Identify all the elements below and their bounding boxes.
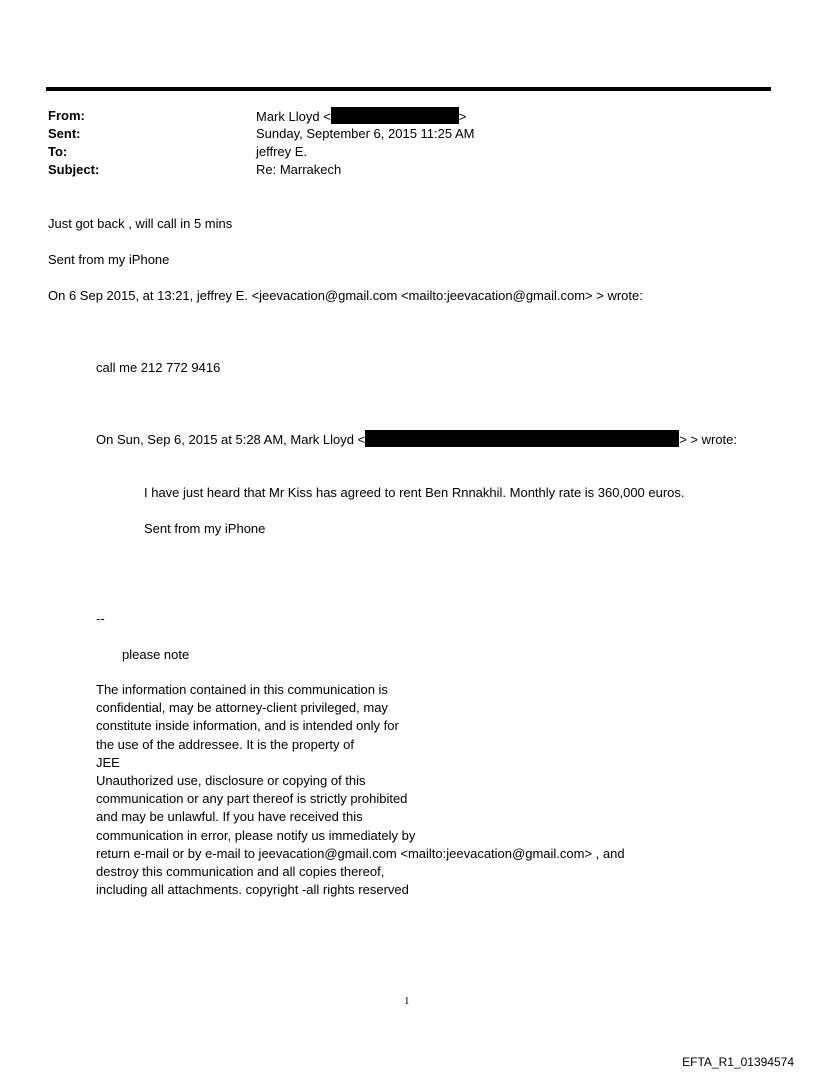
quoted-header-1: On 6 Sep 2015, at 13:21, jeffrey E. <jeevacation@gmail.com <mailto:jeevacation@gmail.com> > wrote: bbox=[48, 288, 643, 303]
please-note: please note bbox=[122, 647, 190, 662]
disclaimer-line: return e-mail or by e-mail to jeevacation@gmail.com <mailto:jeevacation@gmail.com> , and bbox=[96, 845, 625, 861]
quoted-header-2 bbox=[96, 430, 737, 449]
sent-label: Sent: bbox=[48, 126, 81, 141]
to-label: To: bbox=[48, 144, 68, 159]
body-line-1: Just got back , will call in 5 mins bbox=[48, 216, 233, 231]
disclaimer-line: Unauthorized use, disclosure or copying of this bbox=[96, 773, 366, 789]
to-value: jeffrey E. bbox=[256, 144, 308, 159]
disclaimer-line: destroy this communication and all copies thereof, bbox=[96, 864, 385, 880]
from-value bbox=[256, 107, 466, 126]
bates-number: EFTA_R1_01394574 bbox=[682, 1055, 794, 1069]
body-line-2: Sent from my iPhone bbox=[48, 252, 170, 267]
disclaimer-line: including all attachments. copyright -all rights reserved bbox=[96, 882, 409, 898]
quoted-signature: Sent from my iPhone bbox=[144, 521, 266, 536]
redaction-box bbox=[365, 430, 679, 447]
quoted-message-2: I have just heard that Mr Kiss has agreed to rent Ben Rnnakhil. Monthly rate is 360,000 euros. bbox=[144, 485, 685, 500]
signature-dashes: -- bbox=[96, 611, 105, 626]
disclaimer-line: confidential, may be attorney-client privileged, may bbox=[96, 700, 388, 716]
disclaimer-line: the use of the addressee. It is the property of bbox=[96, 736, 354, 752]
disclaimer-line: communication in error, please notify us immediately by bbox=[96, 827, 416, 843]
from-name: Mark Lloyd < bbox=[256, 109, 331, 124]
disclaimer-line: communication or any part thereof is strictly prohibited bbox=[96, 791, 408, 807]
disclaimer bbox=[96, 681, 696, 899]
subject-label: Subject: bbox=[48, 162, 100, 177]
header-rule bbox=[46, 87, 771, 91]
quoted-header-2-suffix: > > wrote: bbox=[679, 432, 738, 447]
subject-value: Re: Marrakech bbox=[256, 162, 342, 177]
disclaimer-line: The information contained in this communication is bbox=[96, 682, 388, 697]
from-label: From: bbox=[48, 108, 85, 123]
disclaimer-line: and may be unlawful. If you have received this bbox=[96, 809, 363, 825]
quoted-message-1: call me 212 772 9416 bbox=[96, 360, 221, 375]
page-number: 1 bbox=[404, 995, 410, 1007]
redaction-box bbox=[331, 107, 459, 124]
disclaimer-line: JEE bbox=[96, 754, 120, 770]
quoted-header-2-prefix: On Sun, Sep 6, 2015 at 5:28 AM, Mark Lloyd < bbox=[96, 432, 366, 447]
sent-value: Sunday, September 6, 2015 11:25 AM bbox=[256, 126, 475, 141]
from-close: > bbox=[458, 109, 467, 124]
disclaimer-line: constitute inside information, and is intended only for bbox=[96, 718, 399, 734]
